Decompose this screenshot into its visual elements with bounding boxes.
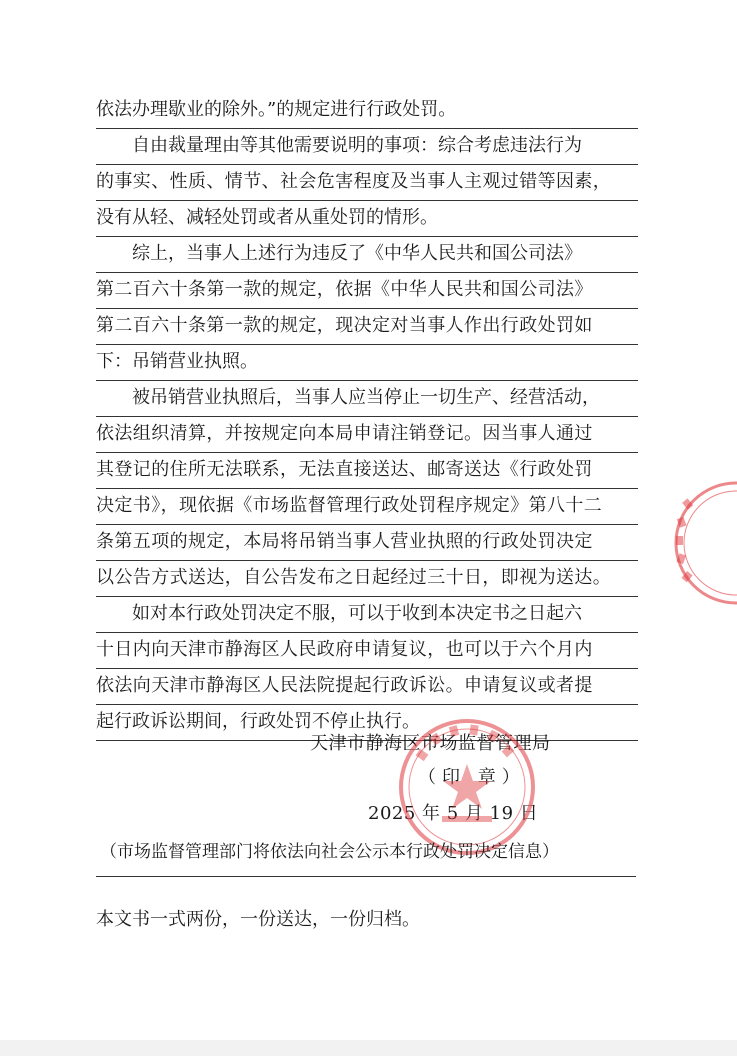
- para4-line1: 如对本行政处罚决定不服，可以于收到本决定书之日起六: [96, 596, 638, 633]
- para0-line1: 依法办理歇业的除外。”的规定进行行政处罚。: [96, 92, 638, 129]
- issue-date: 2025 年 5 月 19 日: [368, 803, 539, 824]
- divider: [96, 876, 636, 877]
- para2-line2: 第二百六十条第一款的规定，依据《中华人民共和国公司法》: [96, 272, 638, 309]
- para4-line4: 起行政诉讼期间，行政处罚不停止执行。: [96, 704, 638, 741]
- publicity-notice: （市场监督管理部门将依法向社会公示本行政处罚决定信息）: [100, 842, 559, 862]
- para3-line3: 其登记的住所无法联系，无法直接送达、邮寄送达《行政处罚: [96, 452, 638, 489]
- para1-line2: 的事实、性质、情节、社会危害程度及当事人主观过错等因素，: [96, 164, 638, 201]
- para1-line3: 没有从轻、减轻处罚或者从重处罚的情形。: [96, 200, 638, 237]
- para4-line3: 依法向天津市静海区人民法院提起行政诉讼。申请复议或者提: [96, 668, 638, 705]
- edge-seal-icon: [664, 478, 737, 608]
- para3-line1: 被吊销营业执照后，当事人应当停止一切生产、经营活动，: [96, 380, 638, 417]
- para3-line5: 条第五项的规定，本局将吊销当事人营业执照的行政处罚决定: [96, 524, 638, 561]
- para3-line2: 依法组织清算，并按规定向本局申请注销登记。因当事人通过: [96, 416, 638, 453]
- para2-line1: 综上，当事人上述行为违反了《中华人民共和国公司法》: [96, 236, 638, 273]
- seal-placeholder: （印 章）: [418, 767, 526, 788]
- para2-line4: 下：吊销营业执照。: [96, 344, 638, 381]
- issuing-authority: 天津市静海区市场监督管理局: [310, 733, 551, 754]
- para3-line4: 决定书》，现依据《市场监督管理行政处罚程序规定》第八十二: [96, 488, 638, 525]
- scan-edge: [0, 1040, 737, 1056]
- copies-note: 本文书一式两份，一份送达，一份归档。: [96, 909, 420, 930]
- para4-line2: 十日内向天津市静海区人民政府申请复议，也可以于六个月内: [96, 632, 638, 669]
- para3-line6: 以公告方式送达，自公告发布之日起经过三十日，即视为送达。: [96, 560, 638, 597]
- para2-line3: 第二百六十条第一款的规定，现决定对当事人作出行政处罚如: [96, 308, 638, 345]
- para1-line1: 自由裁量理由等其他需要说明的事项：综合考虑违法行为: [96, 128, 638, 165]
